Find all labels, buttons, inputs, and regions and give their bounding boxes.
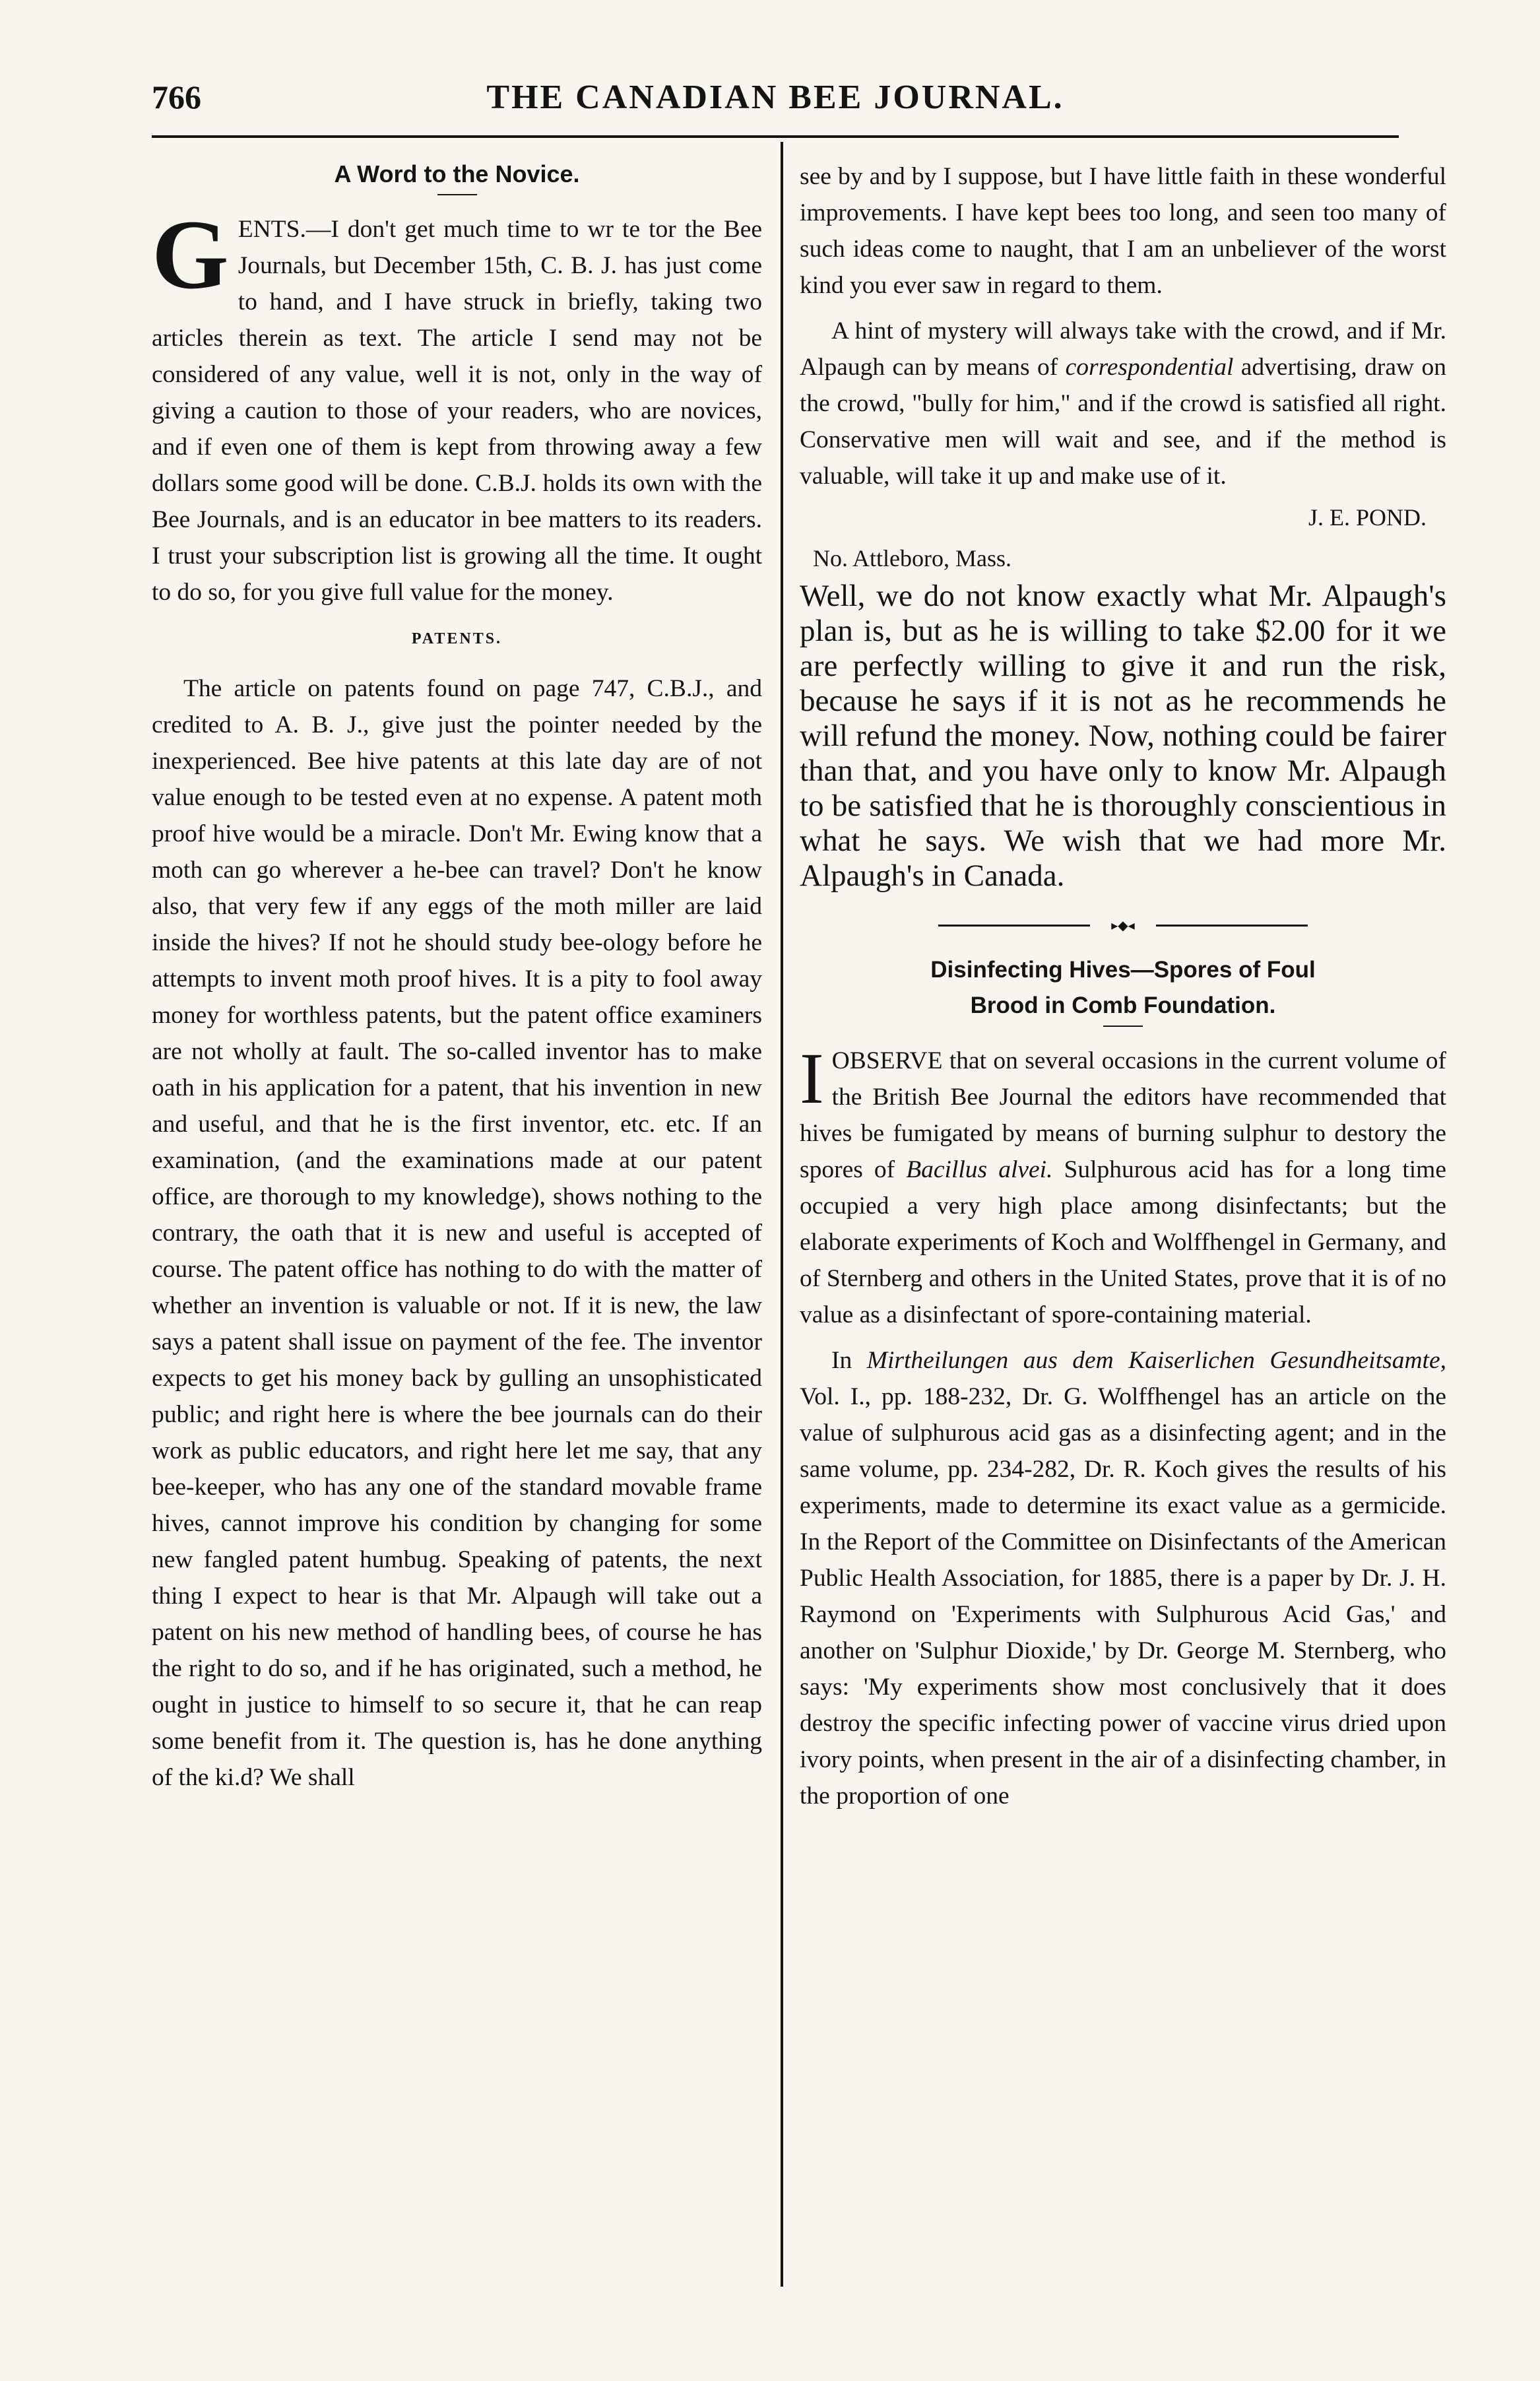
paragraph-gents-text: ENTS.—I don't get much time to wr te tor the Bee Journals, but December 15th, C. B. J. has just come to hand, and I have struck in briefly, taking two articles therein as text. The article I send may not be considered of any value, well it is not, only in the way of giving a caution to those of your readers, who are novices, and if even one of them is kept from throwing away a few dollars some good will be done. C.B.J. holds its own with the Bee Journals, and is an educator in bee matters to its readers. I trust your subscription list is growing all the time. It ought to do so, for you give full value for the money. [152, 216, 762, 606]
title-rule-2 [1103, 1026, 1143, 1027]
ornament-center-icon: ▸◆◂ [1111, 917, 1135, 933]
running-title: THE CANADIAN BEE JOURNAL. [486, 79, 1064, 116]
paragraph-references-a: In [831, 1347, 867, 1374]
page-number: 766 [152, 79, 201, 115]
paragraph-observe-italic: Bacillus alvei. [906, 1156, 1053, 1183]
page-header [152, 78, 1399, 125]
editorial-note: Well, we do not know exactly what Mr. Alpaugh's plan is, but as he is willing to take $2.00 for it we are perfectly willing to give it and run the risk, because he says if it is not as he recommends he will refund the money. Now, nothing could be fairer than that, and you have only to know Mr. Alpaugh to be satisfied that he is thoroughly conscientious in what he says. We wish that we had more Mr. Alpaugh's in Canada. [800, 579, 1446, 893]
paragraph-gents [152, 200, 762, 610]
left-column [152, 158, 762, 1805]
author-signature: J. E. POND. [1308, 504, 1427, 531]
paragraph-observe-a: OBSERVE that on several occasions in the current volume of the British Bee Journal the editors have recommended that hives be fumigated by means of burning sulphur to destory the spores of [800, 1047, 1446, 1183]
paragraph-observe [800, 1038, 1446, 1333]
paragraph-hint-italic: correspondential [1065, 354, 1234, 381]
author-place: No. Attleboro, Mass. [813, 545, 1011, 571]
right-column [800, 158, 1446, 1823]
ornament-bar-left [938, 925, 1090, 927]
paragraph-observe-b: Sulphurous acid has for a long time occupied a very high place among disinfectants; but the elaborate experiments of Koch and Wolffhengel in Germany, and of Sternberg and others in the United States, prove that it is of no value as a disinfectant of spore-containing material. [800, 1156, 1446, 1328]
column-rule [781, 142, 783, 2287]
article-title-disinfecting-1: Disinfecting Hives—Spores of Foul [930, 957, 1316, 983]
paragraph-hint-a: A hint of mystery will always take with the crowd, and if Mr. Alpaugh can by means of [800, 317, 1446, 381]
paragraph-patents: The article on patents found on page 747, C.B.J., and credited to A. B. J., give just the pointer needed by the inexperienced. Bee hive patents at this late day are of not value enough to be tested even at no expense. A patent moth proof hive would be a miracle. Don't Mr. Ewing know that a moth can go wherever a he-bee can travel? Don't he know also, that very few if any eggs of the moth miller are laid inside the hives? If not he should study bee-ology before he attempts to invent moth proof hives. It is a pity to fool away money for worthless patents, but the patent office examiners are not wholly at fault. The so-called inventor has to make oath in his application for a patent, that his invention in new and useful, and that he is the first inventor, etc. etc. If an examination, (and the examinations made at our patent office, are thorough to my knowledge), shows nothing to the contrary, the oath that it is new and useful is accepted of course. The patent office has nothing to do with the matter of whether an invention is valuable or not. If it is new, the law says a patent shall issue on payment of the fee. The inventor expects to get his money back by gulling an unsophisticated public; and right here is where the bee journals can do their work as public educators, and right here let me say, that any bee-keeper, who has any one of the standard movable frame hives, cannot improve his condition by changing for some new fangled patent humbug. Speaking of patents, the next thing I expect to hear is that Mr. Alpaugh will take out a patent on his new method of handling bees, of course he has the right to do so, and if he has originated, such a method, he ought in justice to himself to so secure it, that he can reap some benefit from it. The question is, has he done anything of the ki.d? We shall [152, 675, 762, 1791]
paragraph-references [800, 1342, 1446, 1814]
section-ornament [938, 919, 1308, 932]
subhead-patents: PATENTS. [411, 630, 503, 647]
header-rule [152, 135, 1399, 138]
title-rule [437, 194, 477, 195]
drop-cap-i: I [800, 1038, 824, 1119]
article-title-disinfecting-2: Brood in Comb Foundation. [970, 993, 1276, 1018]
paragraph-references-italic: Mirtheilungen aus dem Kaiserlichen Gesundheitsamte, [866, 1347, 1446, 1374]
paragraph-hint [800, 313, 1446, 494]
paragraph-hint-b: advertising, draw on the crowd, "bully for him," and if the crowd is satisfied all right. Conservative men will wait and see, and if the method is valuable, will take it up and make use of it. [800, 354, 1446, 490]
paragraph-references-b: Vol. I., pp. 188-232, Dr. G. Wolffhengel has an article on the value of sulphurous acid gas as a disinfecting agent; and in the same volume, pp. 234-282, Dr. R. Koch gives the results of his experiments, made to determine its exact value as a germicide. In the Report of the Committee on Disinfectants of the American Public Health Association, for 1885, there is a paper by Dr. J. H. Raymond on 'Experiments with Sulphurous Acid Gas,' and another on 'Sulphur Dioxide,' by Dr. George M. Sternberg, who says: 'My experiments show most conclusively that it does destroy the specific infecting power of vaccine virus dried upon ivory points, when present in the air of a disinfecting chamber, in the proportion of one [800, 1383, 1446, 1810]
paragraph-continuation: see by and by I suppose, but I have little faith in these wonderful improvements. I have kept bees too long, and seen too many of such ideas come to naught, that I am an unbeliever of the worst kind you ever saw in regard to them. [800, 163, 1446, 299]
article-title-novice: A Word to the Novice. [334, 160, 580, 187]
ornament-bar-right [1156, 925, 1308, 927]
drop-cap-g: G [152, 200, 229, 310]
